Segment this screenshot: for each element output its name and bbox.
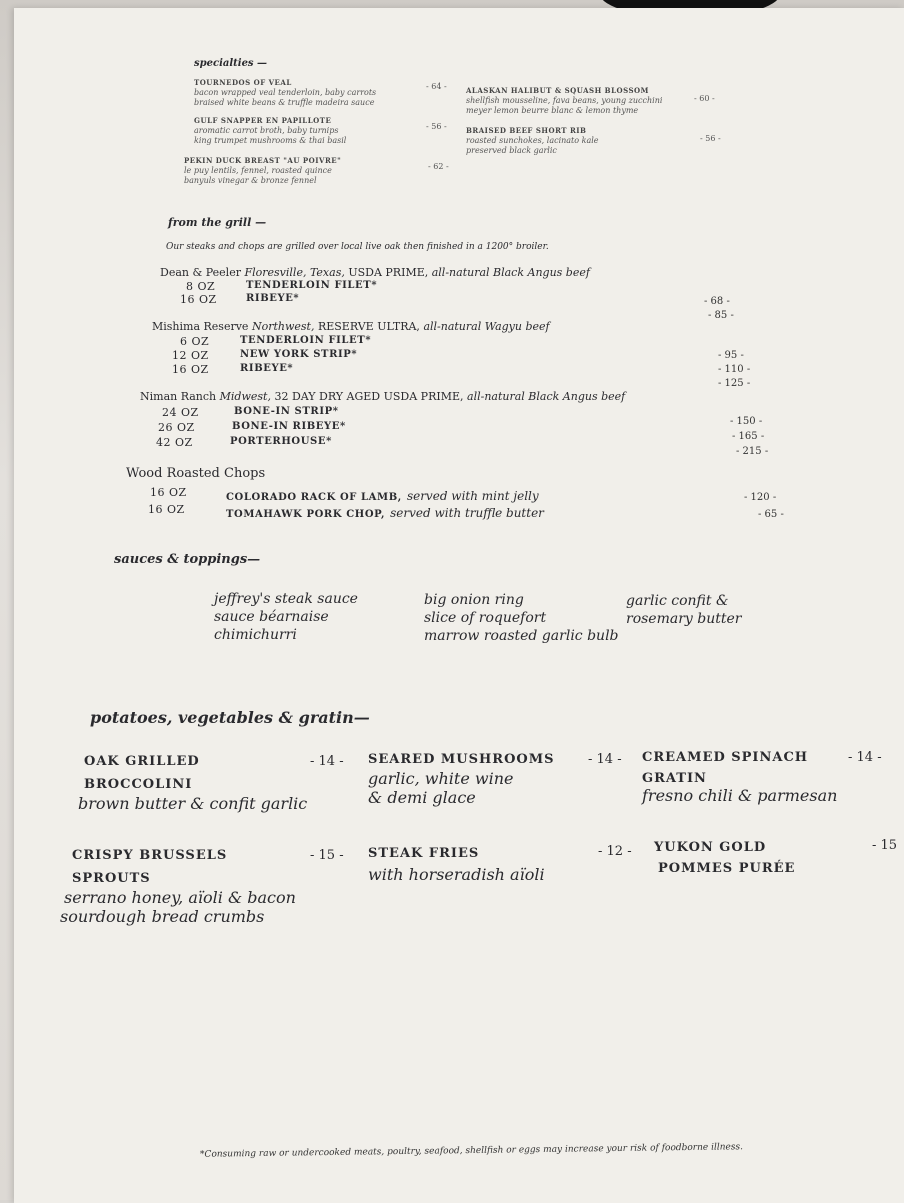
- sauces-heading: sauces & toppings—: [114, 552, 261, 567]
- grill-group-header: Dean & Peeler Floresville, Texas, USDA PRIME, all-natural Black Angus beef: [160, 266, 590, 279]
- item-weight: 6 OZ: [180, 335, 210, 348]
- item-name: BONE-IN RIBEYE*: [232, 421, 346, 432]
- item-price: - 215 -: [736, 446, 769, 457]
- specialty-price: - 60 -: [694, 94, 715, 103]
- side-item: CREAMED SPINACH GRATIN fresno chili & parmesan: [642, 750, 838, 805]
- specialty-item: PEKIN DUCK BREAST "AU POIVRE" le puy lentils, fennel, roasted quince banyuls vinegar & bronze fennel: [184, 156, 342, 185]
- item-name: TENDERLOIN FILET*: [246, 280, 378, 291]
- item-name: PORTERHOUSE*: [230, 436, 332, 447]
- side-price: - 15: [872, 838, 898, 853]
- grill-intro: Our steaks and chops are grilled over local live oak then finished in a 1200° broiler.: [166, 242, 549, 252]
- side-item: YUKON GOLD POMMES PURÉE: [654, 840, 796, 876]
- item-name: RIBEYE*: [246, 293, 300, 304]
- item-price: - 85 -: [708, 310, 734, 321]
- item-weight: 16 OZ: [180, 293, 217, 306]
- specialty-price: - 56 -: [700, 134, 721, 143]
- specialty-item: BRAISED BEEF SHORT RIB roasted sunchokes, lacinato kale preserved black garlic: [466, 126, 599, 155]
- grill-group-header: Mishima Reserve Northwest, RESERVE ULTRA, all-natural Wagyu beef: [152, 320, 550, 333]
- specialty-price: - 56 -: [426, 122, 447, 131]
- side-price: - 14 -: [848, 750, 882, 765]
- item-weight: 12 OZ: [172, 349, 209, 362]
- item-price: - 150 -: [730, 416, 763, 427]
- item-price: - 165 -: [732, 431, 765, 442]
- item-price: - 68 -: [704, 296, 730, 307]
- item-name: RIBEYE*: [240, 363, 294, 374]
- grill-heading: from the grill —: [168, 216, 267, 229]
- item-weight: 26 OZ: [158, 421, 195, 434]
- sauces-column-1: jeffrey's steak sauce sauce béarnaise chimichurri: [214, 591, 358, 643]
- item-weight: 16 OZ: [148, 503, 185, 516]
- chops-title: Wood Roasted Chops: [126, 466, 266, 481]
- sauces-column-2: big onion ring slice of roquefort marrow roasted garlic bulb: [424, 592, 619, 644]
- item-name: NEW YORK STRIP*: [240, 349, 358, 360]
- item-weight: 24 OZ: [162, 406, 199, 419]
- sauces-column-3: garlic confit & rosemary butter: [626, 593, 742, 627]
- side-price: - 14 -: [310, 754, 344, 769]
- item-weight: 16 OZ: [172, 363, 209, 376]
- side-price: - 14 -: [588, 752, 622, 767]
- item-weight: 16 OZ: [150, 486, 187, 499]
- specialty-item: TOURNEDOS OF VEAL bacon wrapped veal tenderloin, baby carrots braised white beans & truffle madeira sauce: [194, 78, 377, 107]
- side-price: - 15 -: [310, 848, 344, 863]
- specialty-item: GULF SNAPPER EN PAPILLOTE aromatic carrot broth, baby turnips king trumpet mushrooms & thai basil: [194, 116, 347, 145]
- specialties-heading: specialties —: [194, 58, 268, 69]
- item-price: - 120 -: [744, 492, 777, 503]
- specialty-price: - 62 -: [428, 162, 449, 171]
- menu-page: [14, 8, 904, 1203]
- side-price: - 12 -: [598, 844, 632, 859]
- chop-item: COLORADO RACK OF LAMB, served with mint jelly: [226, 489, 539, 503]
- item-price: - 110 -: [718, 364, 751, 375]
- specialty-item: ALASKAN HALIBUT & SQUASH BLOSSOM shellfish mousseline, fava beans, young zucchini meyer lemon beurre blanc & lemon thyme: [466, 86, 663, 115]
- item-name: BONE-IN STRIP*: [234, 406, 339, 417]
- foodborne-disclaimer: *Consuming raw or undercooked meats, poultry, seafood, shellfish or eggs may increase your risk of foodborne illness.: [199, 1142, 743, 1160]
- item-price: - 125 -: [718, 378, 751, 389]
- item-weight: 42 OZ: [156, 436, 193, 449]
- sides-heading: potatoes, vegetables & gratin—: [90, 708, 370, 727]
- specialty-price: - 64 -: [426, 82, 447, 91]
- side-item: STEAK FRIES with horseradish aïoli: [368, 846, 545, 884]
- chop-item: TOMAHAWK PORK CHOP, served with truffle butter: [226, 506, 544, 520]
- side-item: SEARED MUSHROOMS garlic, white wine & demi glace: [368, 752, 555, 807]
- side-item: CRISPY BRUSSELS SPROUTS serrano honey, aïoli & bacon sourdough bread crumbs: [60, 848, 296, 926]
- item-price: - 65 -: [758, 509, 784, 520]
- item-name: TENDERLOIN FILET*: [240, 335, 372, 346]
- grill-group-header: Niman Ranch Midwest, 32 DAY DRY AGED USDA PRIME, all-natural Black Angus beef: [140, 390, 626, 403]
- item-weight: 8 OZ: [186, 280, 216, 293]
- item-price: - 95 -: [718, 350, 744, 361]
- side-item: OAK GRILLED BROCCOLINI brown butter & confit garlic: [78, 754, 308, 813]
